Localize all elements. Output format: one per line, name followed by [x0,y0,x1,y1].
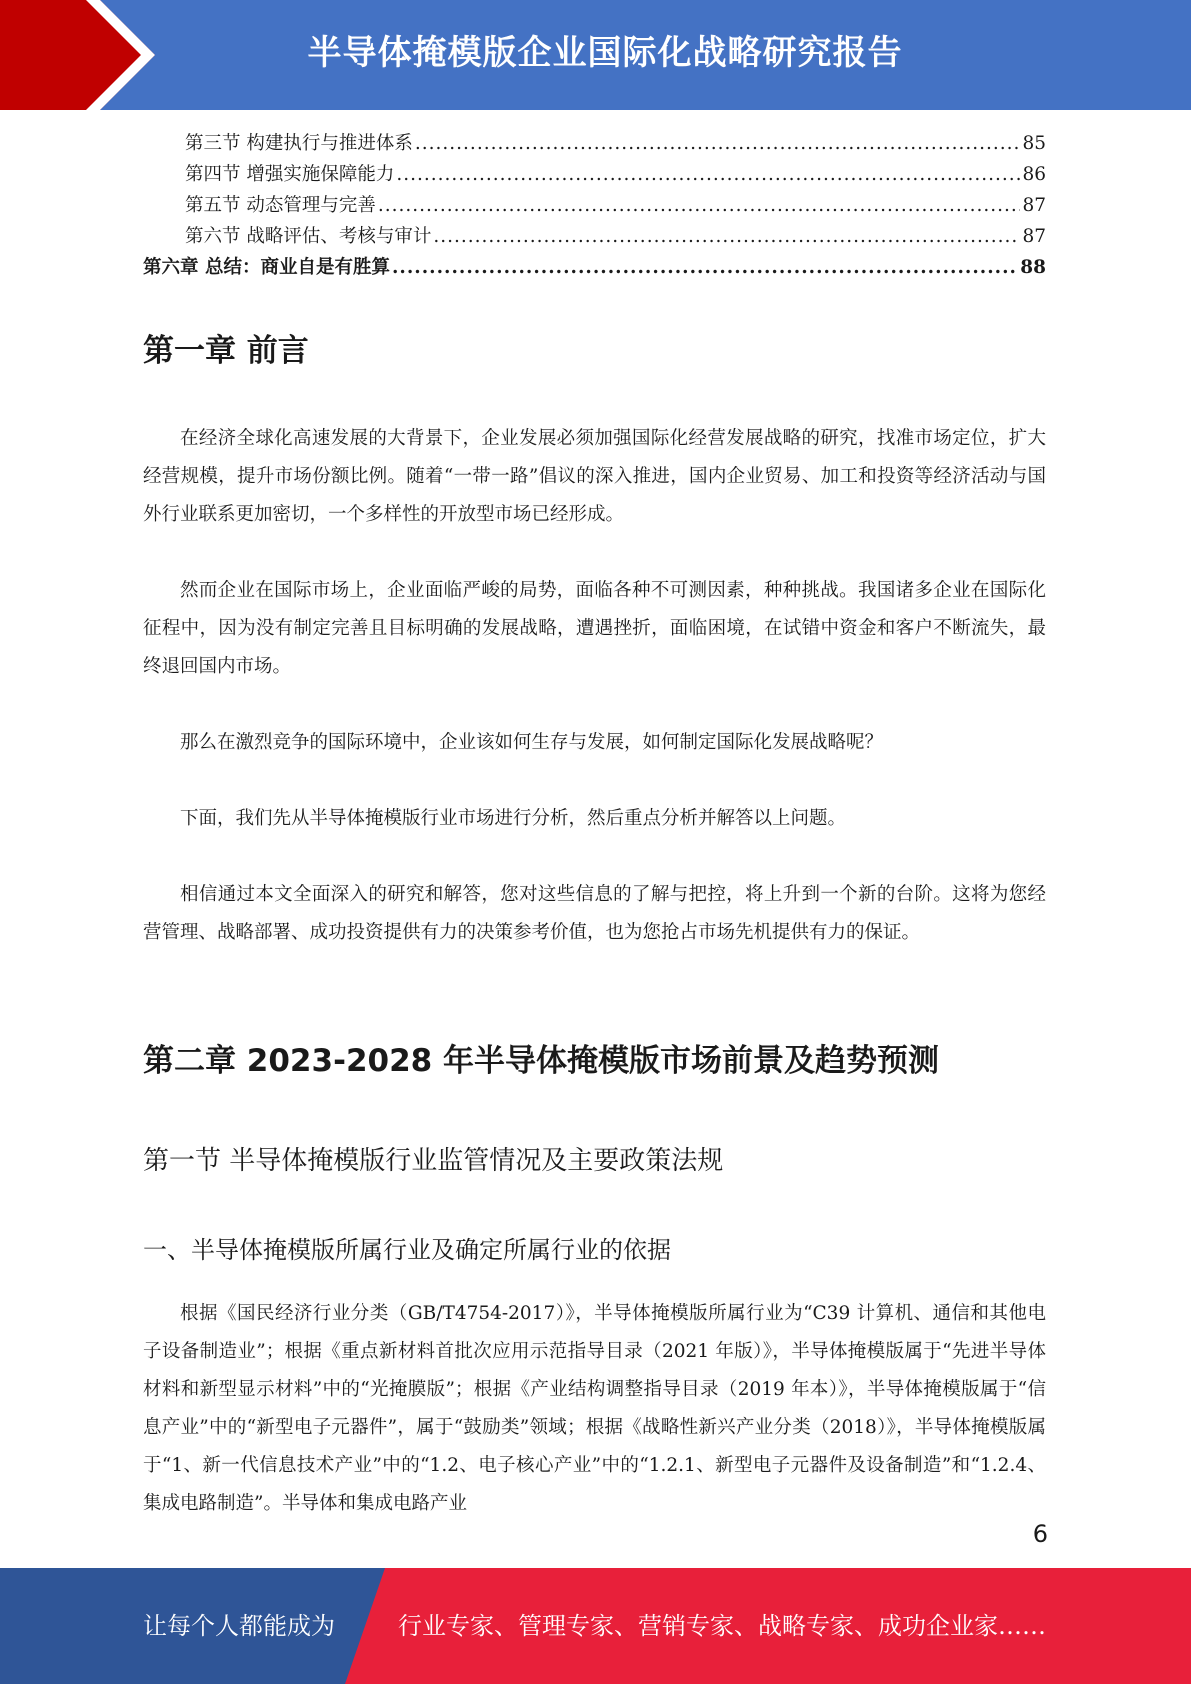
chapter-heading: 第一章 前言 [143,333,309,369]
toc-item-label: 第三节 构建执行与推进体系 [185,133,413,154]
footer-slogan-left: 让每个人都能成为 [143,1612,335,1640]
toc-chapter-item[interactable] [143,252,1046,283]
toc-item[interactable] [143,159,1046,190]
body-paragraph: 然而企业在国际市场上，企业面临严峻的局势，面临各种不可测因素，种种挑战。我国诸多企业在国际化征程中，因为没有制定完善且目标明确的发展战略，遭遇挫折，面临困境，在试错中资金和客户不断流失，最终退回国内市场。 [143,580,1046,677]
toc-leader-dots [378,190,1021,221]
body-paragraph: 在经济全球化高速发展的大背景下，企业发展必须加强国际化经营发展战略的研究，找准市场定位，扩大经营规模，提升市场份额比例。随着“一带一路”倡议的深入推进，国内企业贸易、加工和投资等经济活动与国外行业联系更加密切，一个多样性的开放型市场已经形成。 [143,428,1046,525]
toc-leader-dots [433,221,1020,252]
body-paragraph: 根据《国民经济行业分类（GB/T4754-2017）》，半导体掩模版所属行业为“C39 计算机、通信和其他电子设备制造业”；根据《重点新材料首批次应用示范指导目录（2021 年版）》，半导体掩模版属于“先进半导体材料和新型显示材料”中的“光掩膜版”；根据《产业结构调整指导目录（2019 年本）》，半导体掩模版属于“信息产业”中的“新型电子元器件”，属于“鼓励类”领域；根据《战略性新兴产业分类（2018）》，半导体掩模版属于“1、新一代信息技术产业”中的“1.2、电子核心产业”中的“1.2.1、新型电子元器件及设备制造”和“1.2.4、集成电路制造”。半导体和集成电路产业 [143,1303,1046,1514]
toc-item-page: 87 [1022,226,1046,247]
toc-item[interactable] [143,221,1046,252]
toc-item-page: 86 [1022,164,1046,185]
chapter-heading: 第二章 2023-2028 年半导体掩模版市场前景及趋势预测 [143,1043,940,1079]
toc-leader-dots [415,128,1021,159]
table-of-contents [143,128,1046,283]
toc-item[interactable] [143,190,1046,221]
page-header [0,0,1191,110]
toc-item[interactable] [143,128,1046,159]
toc-item-label: 第六章 总结：商业自是有胜算 [143,257,390,278]
body-paragraph: 那么在激烈竞争的国际环境中，企业该如何生存与发展，如何制定国际化发展战略呢？ [180,732,884,753]
subsection-heading: 一、半导体掩模版所属行业及确定所属行业的依据 [143,1236,671,1264]
toc-leader-dots [392,252,1018,283]
toc-item-page: 85 [1022,133,1046,154]
toc-item-label: 第六节 战略评估、考核与审计 [185,226,432,247]
body-paragraph: 相信通过本文全面深入的研究和解答，您对这些信息的了解与把控，将上升到一个新的台阶。这将为您经营管理、战略部署、成功投资提供有力的决策参考价值，也为您抢占市场先机提供有力的保证。 [143,884,1046,943]
page-footer [0,1568,1191,1684]
toc-item-page: 88 [1020,257,1046,278]
footer-slogan-right: 行业专家、管理专家、营销专家、战略专家、成功企业家…… [398,1612,1046,1640]
page-number: 6 [1032,1520,1048,1548]
toc-item-label: 第四节 增强实施保障能力 [185,164,395,185]
toc-item-page: 87 [1022,195,1046,216]
toc-leader-dots [396,159,1020,190]
section-heading: 第一节 半导体掩模版行业监管情况及主要政策法规 [143,1146,724,1176]
toc-item-label: 第五节 动态管理与完善 [185,195,376,216]
body-paragraph: 下面，我们先从半导体掩模版行业市场进行分析，然后重点分析并解答以上问题。 [180,808,847,829]
report-title: 半导体掩模版企业国际化战略研究报告 [307,33,903,73]
